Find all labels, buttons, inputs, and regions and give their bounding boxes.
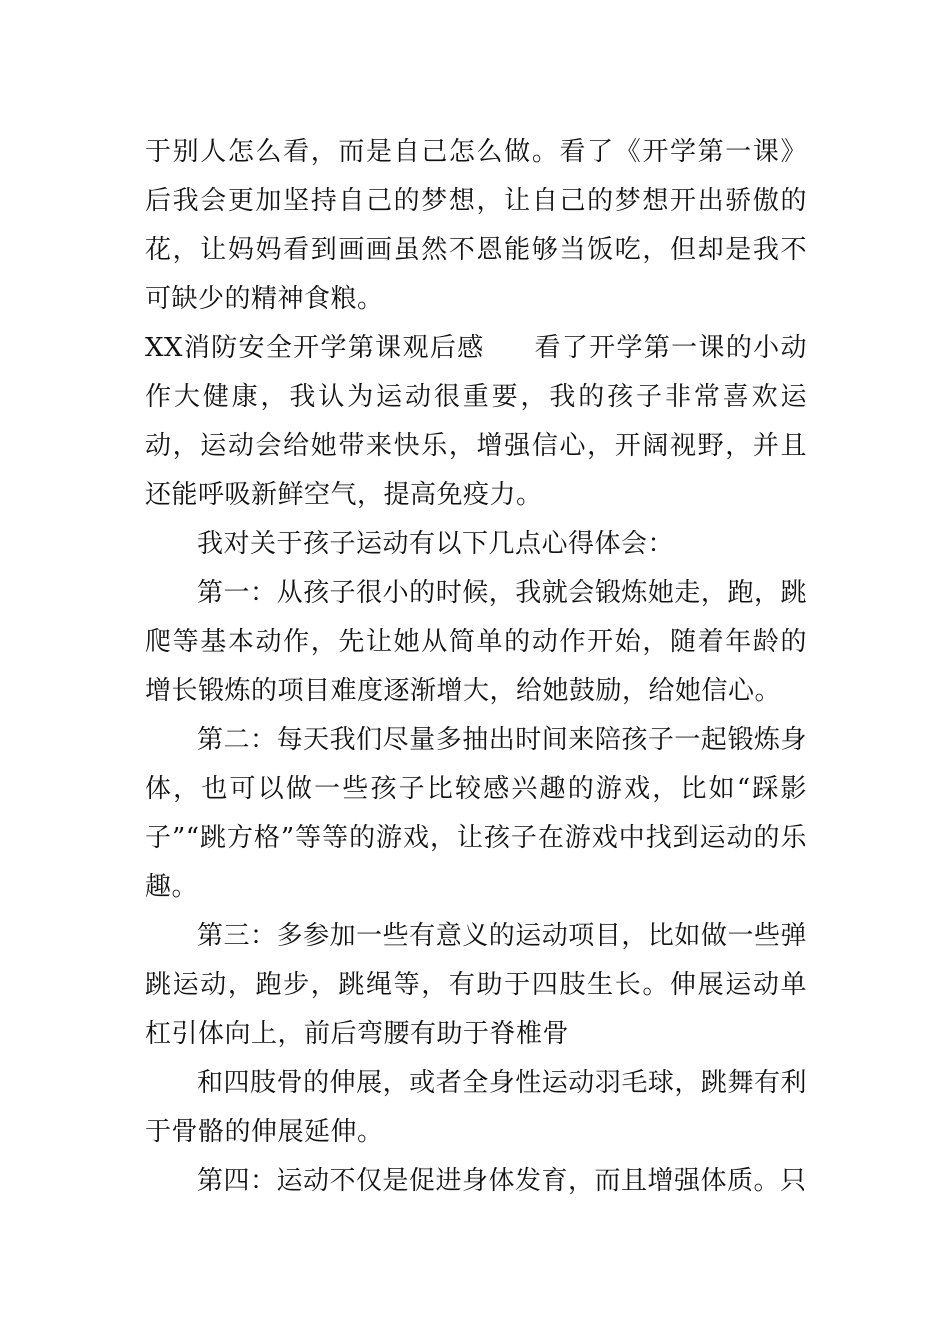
paragraph-2-text: 看了开学第一课的小动作大健康，我认为运动很重要，我的孩子非常喜欢运动，运动会给她带来快乐，增强信心，开阔视野，并且还能呼吸新鲜空气，提高免疫力。 — [145, 333, 807, 510]
paragraph-8: 第四：运动不仅是促进身体发育，而且增强体质。只 — [197, 1166, 807, 1196]
paragraph-5: 第二：每天我们尽量多抽出时间来陪孩子一起锻炼身体，也可以做一些孩子比较感兴趣的游戏，比如“踩影子”“跳方格”等等的游戏，让孩子在游戏中找到运动的乐趣。 — [145, 725, 807, 902]
paragraph-7: 和四肢骨的伸展，或者全身性运动羽毛球，跳舞有利于骨骼的伸展延伸。 — [145, 1068, 807, 1147]
paragraph-1: 于别人怎么看，而是自己怎么做。看了《开学第一课》后我会更加坚持自己的梦想，让自己的梦想开出骄傲的花，让妈妈看到画画虽然不恩能够当饭吃，但却是我不可缺少的精神食粮。 — [145, 137, 807, 314]
document-body — [145, 128, 807, 1206]
paragraph-6: 第三：多参加一些有意义的运动项目，比如做一些弹跳运动，跑步，跳绳等，有助于四肢生长。伸展运动单杠引体向上，前后弯腰有助于脊椎骨 — [145, 921, 807, 1049]
paragraph-2 — [145, 324, 807, 520]
paragraph-4: 第一：从孩子很小的时候，我就会锻炼她走，跑，跳爬等基本动作，先让她从简单的动作开始，随着年龄的增长锻炼的项目难度逐渐增大，给她鼓励，给她信心。 — [145, 578, 807, 706]
article-title: XX消防安全开学第课观后感 — [145, 333, 485, 363]
paragraph-3: 我对关于孩子运动有以下几点心得体会： — [197, 529, 675, 559]
